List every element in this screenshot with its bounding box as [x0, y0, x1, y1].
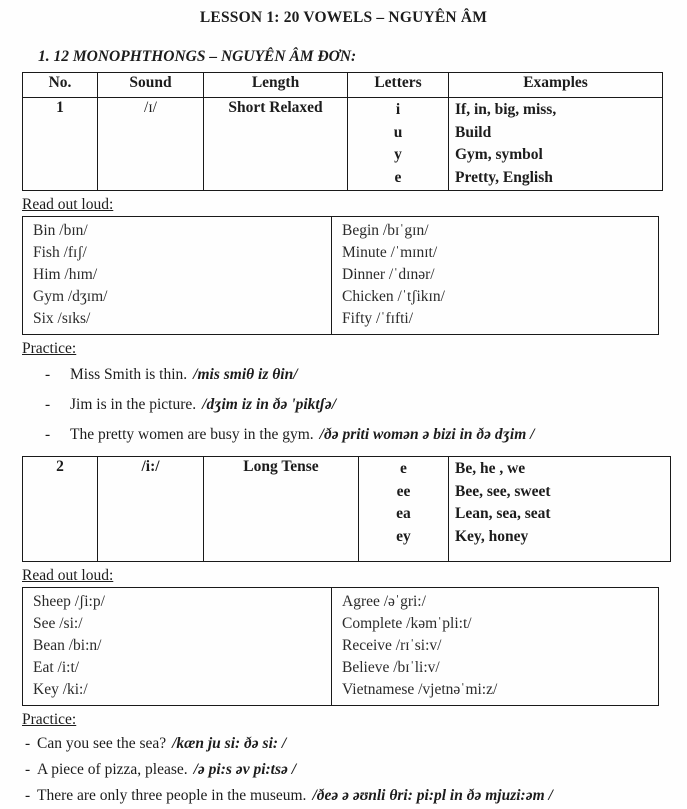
word-ipa-item: Key /ki:/	[33, 681, 88, 698]
word-ipa-item: Receive /rɪˈsi:v/	[342, 637, 442, 654]
example-item: Bee, see, sweet	[455, 482, 551, 500]
practice-sentence: Jim is in the picture.	[70, 396, 197, 413]
practice-item	[0, 420, 687, 450]
practice-ipa: /ə pi:s əv pi:tsə /	[193, 761, 297, 778]
letter-item: i	[395, 101, 401, 118]
section-heading: 1. 12 MONOPHTHONGS – NGUYÊN ÂM ĐƠN:	[38, 48, 357, 65]
word-ipa-item: Believe /bɪˈli:v/	[342, 659, 440, 676]
letter-item: u	[393, 123, 403, 141]
read-out-loud-label-2: Read out loud:	[22, 567, 114, 584]
example-item: Lean, sea, seat	[455, 505, 551, 522]
practice-sentence: Miss Smith is thin.	[70, 366, 188, 383]
row1-number: 1	[23, 98, 98, 191]
letter-item: ey	[396, 527, 411, 545]
word-ipa-item: Complete /kəmˈpli:t/	[342, 615, 472, 632]
practice-sentence: The pretty women are busy in the gym.	[70, 426, 314, 443]
word-ipa-item: Bin /bɪn/	[33, 222, 88, 239]
header-no: No.	[23, 73, 98, 98]
word-ipa-item: Vietnamese /vjetnəˈmi:z/	[342, 681, 498, 698]
row2-letters	[359, 457, 449, 562]
read-table-1-left-column	[23, 217, 331, 334]
letter-item: ea	[396, 505, 411, 522]
practice-item	[25, 783, 687, 809]
header-examples: Examples	[449, 73, 663, 98]
bullet-dash: -	[45, 396, 51, 413]
word-ipa-item: Begin /bɪˈgɪn/	[342, 222, 429, 239]
read-table-1	[22, 216, 659, 335]
read-table-1-right-column	[331, 217, 658, 334]
practice-sentence: Can you see the sea?	[37, 735, 167, 752]
word-ipa-item: Gym /dʒɪm/	[33, 288, 108, 305]
read-table-2-right-column	[331, 588, 658, 705]
example-item: Be, he , we	[455, 460, 526, 477]
word-ipa-item: Sheep /ʃi:p/	[33, 593, 105, 610]
row2-examples	[449, 457, 671, 562]
practice-ipa: /ðə priti womən ə bizi in ðə dʒim /	[319, 426, 535, 443]
header-length: Length	[204, 73, 348, 98]
practice-item	[0, 360, 687, 390]
word-ipa-item: Minute /ˈmɪnɪt/	[342, 244, 438, 261]
practice-label-2: Practice:	[22, 711, 77, 728]
bullet-dash: -	[45, 366, 51, 383]
word-ipa-item: Dinner /ˈdɪnər/	[342, 266, 435, 283]
row2-number: 2	[23, 457, 98, 562]
read-table-2	[22, 587, 659, 706]
letter-item: e	[394, 168, 402, 186]
document-title: LESSON 1: 20 VOWELS – NGUYÊN ÂM	[199, 9, 488, 26]
word-ipa-item: See /si:/	[33, 615, 83, 632]
practice-item	[0, 390, 687, 420]
practice-item	[25, 731, 687, 757]
example-item: Key, honey	[455, 527, 529, 545]
example-item: If, in, big, miss,	[455, 101, 557, 118]
practice-ipa: /ðeə ə əʊnli θri: pi:pl in ðə mjuzi:əm /	[312, 787, 553, 804]
vowel-table-2	[22, 456, 671, 562]
practice-sentence: There are only three people in the museum.	[37, 787, 307, 804]
letter-item: ee	[396, 482, 411, 500]
bullet-dash: -	[45, 426, 51, 443]
bullet-dash: -	[25, 761, 31, 778]
header-letters: Letters	[348, 73, 449, 98]
word-ipa-item: Chicken /ˈtʃikɪn/	[342, 288, 445, 305]
read-out-loud-label-1: Read out loud:	[22, 196, 114, 213]
practice-item	[25, 757, 687, 783]
example-item: Pretty, English	[455, 168, 553, 186]
word-ipa-item: Agree /əˈgri:/	[342, 593, 426, 610]
table-row	[23, 98, 663, 191]
practice-list-2	[0, 731, 687, 809]
word-ipa-item: Him /hɪm/	[33, 266, 98, 283]
row2-sound: /i:/	[98, 457, 204, 562]
row2-length: Long Tense	[204, 457, 359, 562]
row1-letters	[348, 98, 449, 191]
practice-list-1	[0, 360, 687, 450]
word-ipa-item: Eat /i:t/	[33, 659, 80, 676]
practice-ipa: /mis smiθ iz θin/	[193, 366, 298, 383]
row1-examples	[449, 98, 663, 191]
vowel-table-1	[22, 72, 663, 191]
word-ipa-item: Six /sɪks/	[33, 310, 91, 327]
example-item: Gym, symbol	[455, 146, 543, 163]
example-item: Build	[455, 123, 492, 141]
word-ipa-item: Fish /fɪʃ/	[33, 244, 87, 261]
practice-ipa: /dʒim iz in ðə 'piktʃə/	[202, 396, 337, 413]
practice-label-1: Practice:	[22, 340, 77, 357]
row1-sound: /ɪ/	[98, 98, 204, 191]
bullet-dash: -	[25, 787, 31, 804]
header-sound: Sound	[98, 73, 204, 98]
row1-length: Short Relaxed	[204, 98, 348, 191]
bullet-dash: -	[25, 735, 31, 752]
read-table-2-left-column	[23, 588, 331, 705]
letter-item: e	[400, 460, 407, 477]
practice-sentence: A piece of pizza, please.	[37, 761, 188, 778]
table-row	[23, 457, 671, 562]
table-header-row	[23, 73, 663, 98]
word-ipa-item: Bean /bi:n/	[33, 637, 102, 654]
word-ipa-item: Fifty /ˈfɪfti/	[342, 310, 414, 327]
letter-item: y	[394, 146, 402, 163]
practice-ipa: /kæn ju si: ðə si: /	[172, 735, 287, 752]
